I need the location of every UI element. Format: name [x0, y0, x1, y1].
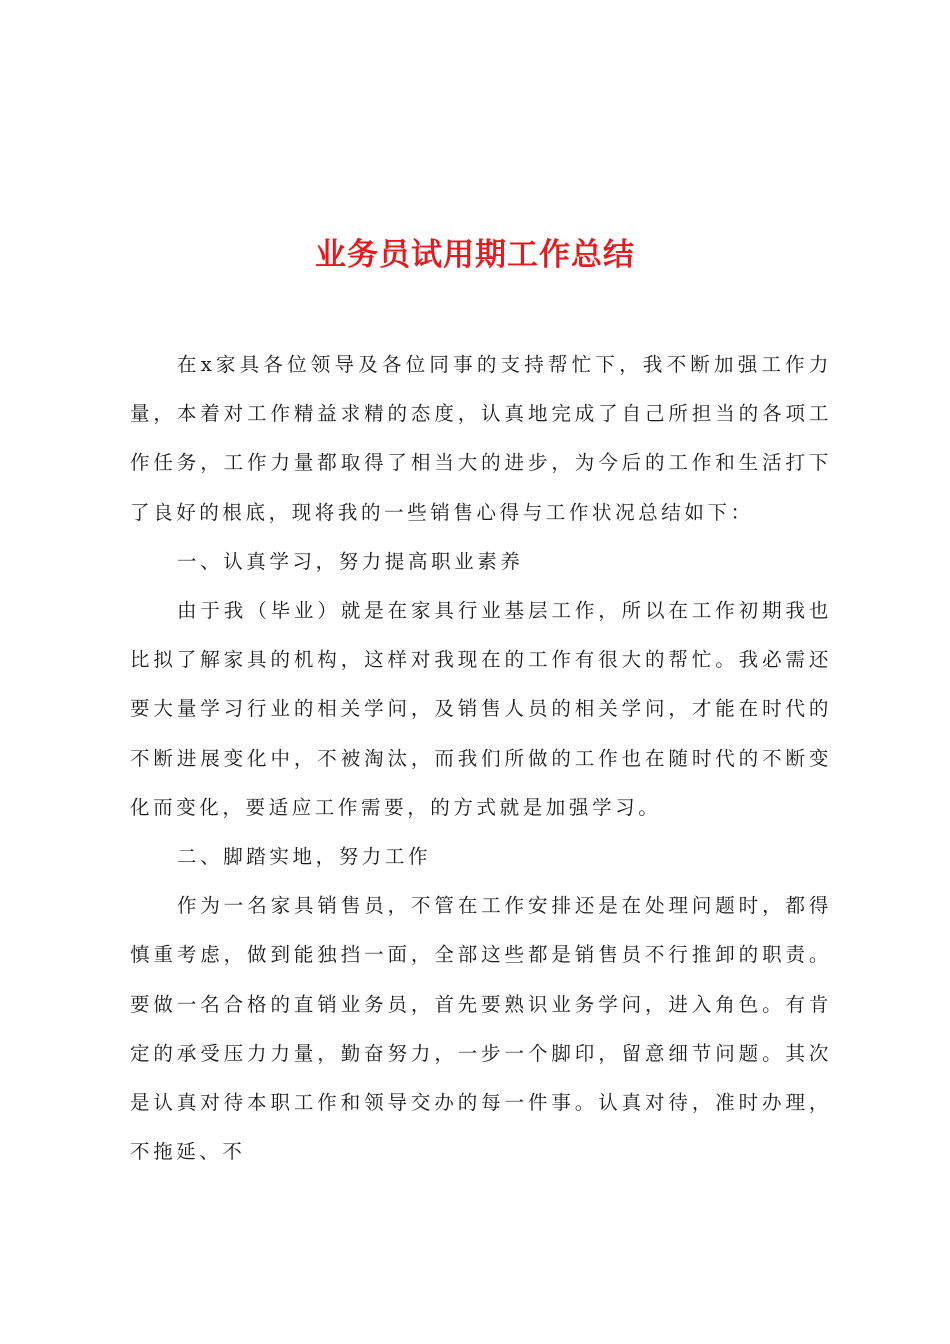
- section-1-paragraph: 由于我（毕业）就是在家具行业基层工作，所以在工作初期我也比拟了解家具的机构，这样对我现在的工作有很大的帮忙。我必需还要大量学习行业的相关学问，及销售人员的相关学问，才能在时代的不断进展变化中，不被淘汰，而我们所做的工作也在随时代的不断变化而变化，要适应工作需要，的方式就是加强学习。: [130, 599, 832, 819]
- intro-paragraph: 在x家具各位领导及各位同事的支持帮忙下，我不断加强工作力量，本着对工作精益求精的态度，认真地完成了自己所担当的各项工作任务，工作力量都取得了相当大的进步，为今后的工作和生活打下了良好的根底，现将我的一些销售心得与工作状况总结如下：: [130, 353, 832, 524]
- document-body: [130, 340, 832, 1176]
- section-2-paragraph: 作为一名家具销售员，不管在工作安排还是在处理问题时，都得慎重考虑，做到能独挡一面，全部这些都是销售员不行推卸的职责。要做一名合格的直销业务员，首先要熟识业务学问，进入角色。有肯定的承受压力力量，勤奋努力，一步一个脚印，留意细节问题。其次是认真对待本职工作和领导交办的每一件事。认真对待，准时办理，不拖延、不: [130, 894, 832, 1164]
- section-heading-1: 一、认真学习，努力提高职业素养: [177, 549, 524, 573]
- section-heading-2: 二、脚踏实地，努力工作: [177, 845, 432, 869]
- document-title: 业务员试用期工作总结: [315, 236, 635, 273]
